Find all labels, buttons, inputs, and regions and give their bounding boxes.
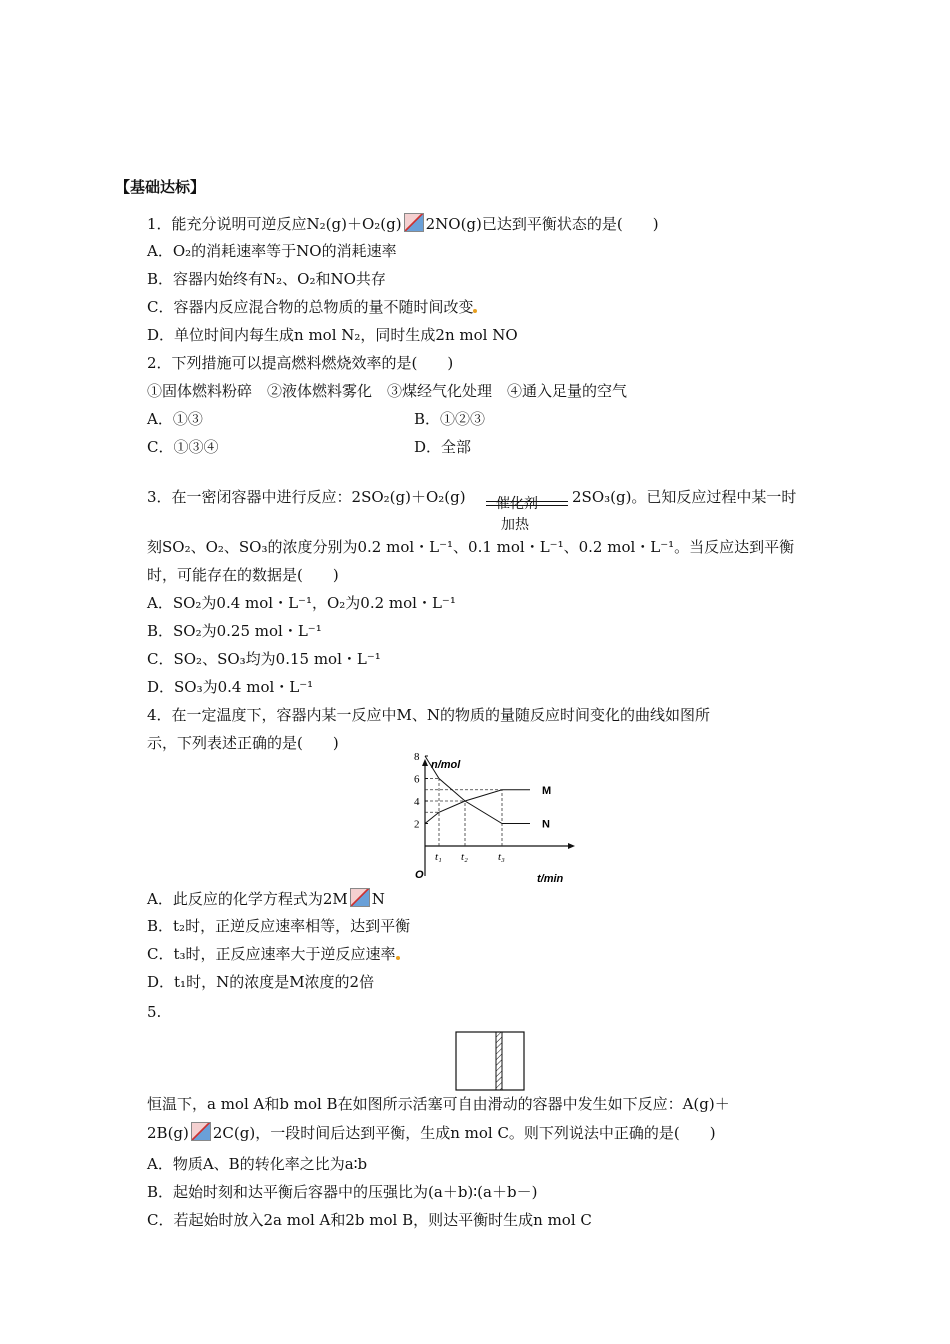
equilibrium-arrow-icon [404,213,424,232]
q2-stem: 2．下列措施可以提高燃料燃烧效率的是( ) [147,354,454,372]
q3-option-a: A．SO₂为0.4 mol・L⁻¹，O₂为0.2 mol・L⁻¹ [147,594,456,612]
q1-stem-text: 1．能充分说明可逆反应N₂(g)＋O₂(g) [147,215,402,233]
nt-chart [405,751,585,888]
q2-option-d: D．全部 [414,438,472,456]
piston-container-figure [452,1030,528,1092]
q1-option-b: B．容器内始终有N₂、O₂和NO共存 [147,270,386,288]
y-tick-label: 8 [414,751,420,763]
q5-line2 [147,1122,716,1143]
q4-option-c [147,944,400,964]
section-title: 【基础达标】 [115,178,206,196]
y-tick-label: 6 [414,773,420,786]
mark-dot [396,956,400,960]
q4-option-a [147,888,385,909]
y-tick-label: 2 [414,818,420,831]
q3-option-d: D．SO₃为0.4 mol・L⁻¹ [147,678,314,696]
arrow-line-bottom [486,505,568,506]
q4-stem2: 示，下列表述正确的是( ) [147,734,339,752]
q4-option-d: D．t₁时，N的浓度是M浓度的2倍 [147,973,375,991]
q1-option-d: D．单位时间内每生成n mol N₂，同时生成2n mol NO [147,326,518,344]
q5-option-c: C．若起始时放入2a mol A和2b mol B，则达平衡时生成n mol C [147,1211,592,1229]
arrow-line-top [486,501,568,502]
q5-number: 5. [147,1003,162,1021]
heat-label: 加热 [501,517,529,533]
q5-option-b: B．起始时刻和达平衡后容器中的压强比为(a＋b)∶(a＋b－) [147,1183,538,1201]
x-tick-label: t₁ [435,851,442,863]
q1-stem [147,213,659,234]
container-box [456,1032,524,1090]
q4-option-c-text: C．t₃时，正反应速率大于逆反应速率 [147,945,396,963]
q2-items: ①固体燃料粉碎 ②液体燃料雾化 ③煤经气化处理 ④通入足量的空气 [147,382,628,400]
q1-option-c [147,297,477,317]
x-axis-label: t/min [537,873,564,885]
series-line-M [425,790,530,824]
origin-label: O [415,869,424,881]
q5-line2-text: 2B(g) [147,1124,189,1142]
q3-stem-tail: 2SO₃(g)。已知反应过程中某一时 [572,488,797,506]
q1-option-a: A．O₂的消耗速率等于NO的消耗速率 [147,242,397,260]
y-axis-label: n/mol [431,759,461,771]
series-label-M: M [542,784,552,797]
q4-stem: 4．在一定温度下，容器内某一反应中M、N的物质的量随反应时间变化的曲线如图所 [147,706,711,724]
equilibrium-arrow-icon [350,888,370,907]
q4-option-a-text: A．此反应的化学方程式为2M [147,890,348,908]
x-tick-label: t₂ [461,851,468,863]
q2-option-a: A．①③ [147,410,203,428]
q1-stem-tail: 2NO(g)已达到平衡状态的是( ) [425,215,659,233]
mark-dot [473,309,477,313]
piston [496,1032,502,1090]
q3-line3: 时，可能存在的数据是( ) [147,566,339,584]
series-label-N: N [542,818,550,831]
catalyst-arrow [486,483,568,533]
x-tick-label: t₃ [498,851,505,863]
catalyst-label: 催化剂 [496,496,538,512]
q3-line2: 刻SO₂、O₂、SO₃的浓度分别为0.2 mol・L⁻¹、0.1 mol・L⁻¹、0.2 mol・L⁻¹。当反应达到平衡 [147,538,795,556]
q2-option-b: B．①②③ [414,410,486,428]
q3-option-c: C．SO₂、SO₃均为0.15 mol・L⁻¹ [147,650,381,668]
q4-option-b: B．t₂时，正逆反应速率相等，达到平衡 [147,917,411,935]
y-tick-label: 4 [414,796,420,808]
q5-option-a: A．物质A、B的转化率之比为a∶b [147,1155,368,1173]
q4-option-a-tail: N [371,890,385,908]
q2-option-c: C．①③④ [147,438,219,456]
q3-option-b: B．SO₂为0.25 mol・L⁻¹ [147,622,322,640]
q5-line2-tail: 2C(g)，一段时间后达到平衡，生成n mol C。则下列说法中正确的是( ) [212,1124,716,1142]
q1-option-c-text: C．容器内反应混合物的总物质的量不随时间改变 [147,298,474,316]
q5-line1: 恒温下，a mol A和b mol B在如图所示活塞可自由滑动的容器中发生如下反应：A(g)＋ [147,1095,730,1113]
q3-stem: 3．在一密闭容器中进行反应：2SO₂(g)＋O₂(g) [147,488,466,506]
equilibrium-arrow-icon [191,1122,211,1141]
x-axis-arrow [568,843,575,849]
